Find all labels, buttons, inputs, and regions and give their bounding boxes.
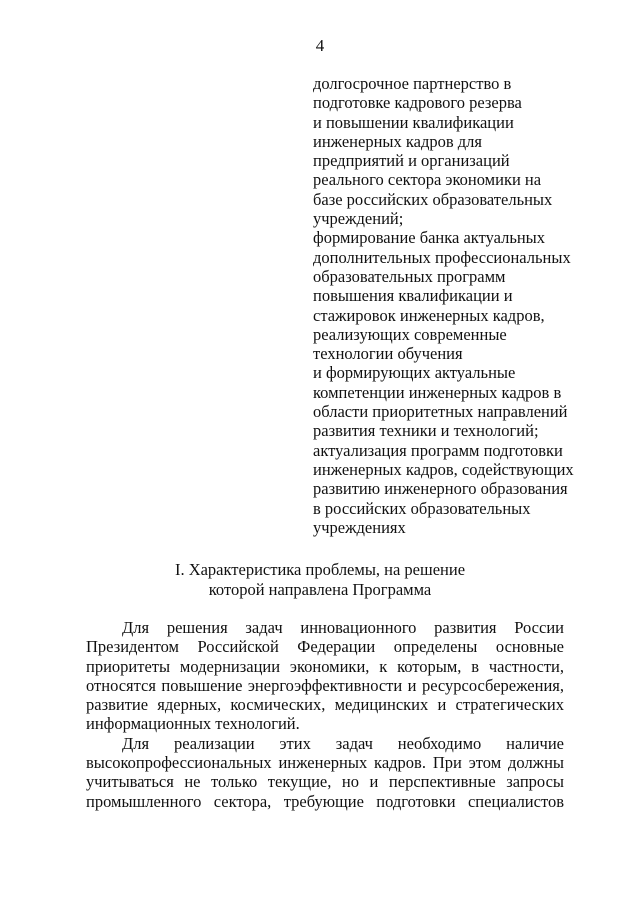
goals-line: актуализация программ подготовки: [313, 440, 563, 460]
goals-line: дополнительных профессиональных: [313, 247, 571, 267]
goals-line: развитию инженерного образования: [313, 479, 568, 499]
goals-line: долгосрочное партнерство в: [313, 74, 512, 93]
section-heading-line-1: I. Характеристика проблемы, на решение: [174, 560, 466, 579]
goals-line: реального сектора экономики на: [313, 170, 542, 190]
paragraph-2: [86, 734, 564, 811]
paragraph-line: Для решения задач инновационного развития России: [122, 618, 564, 637]
goals-line: предприятий и организаций: [313, 151, 510, 171]
goals-line: базе российских образовательных: [313, 189, 553, 209]
goals-line: учреждений;: [313, 209, 404, 229]
goals-line: инженерных кадров, содействующих: [313, 459, 574, 479]
paragraph-line: учитываться не только текущие, но и перспективные запросы: [86, 772, 564, 792]
goals-line: развития техники и технологий;: [313, 421, 539, 441]
goals-line: учреждениях: [313, 517, 406, 537]
goals-line: и формирующих актуальные: [313, 363, 516, 383]
page-number: 4: [315, 36, 325, 55]
paragraph-line: приоритеты модернизации экономики, к которым, в частности,: [86, 656, 564, 676]
goals-line: реализующих современные: [313, 324, 507, 344]
paragraph-line: Президентом Российской Федерации определены основные: [86, 637, 564, 657]
paragraph-1: [86, 618, 564, 734]
goals-line: компетенции инженерных кадров в: [313, 382, 562, 402]
goals-line: стажировок инженерных кадров,: [313, 305, 545, 325]
goals-line: области приоритетных направлений: [313, 402, 568, 422]
paragraph-line: высокопрофессиональных инженерных кадров. При этом должны: [86, 753, 564, 773]
goals-line: инженерных кадров для: [313, 131, 482, 151]
paragraph-line: Для реализации этих задач необходимо наличие: [122, 733, 564, 753]
section-heading: [0, 560, 640, 599]
goals-line: формирование банка актуальных: [313, 228, 546, 248]
section-heading-line-2: которой направлена Программа: [208, 579, 432, 599]
body-text: [86, 618, 564, 811]
goals-line: повышения квалификации и: [313, 286, 513, 306]
goals-line: в российских образовательных: [313, 498, 531, 518]
goals-line: и повышении квалификации: [313, 112, 514, 132]
goals-line: технологии обучения: [313, 344, 463, 364]
paragraph-line: развитие ядерных, космических, медицинских и стратегических: [86, 695, 564, 715]
paragraph-line: промышленного сектора, требующие подготовки специалистов: [86, 791, 564, 811]
goals-line: подготовке кадрового резерва: [313, 93, 522, 113]
paragraph-line: относятся повышение энергоэффективности и ресурсосбережения,: [86, 675, 564, 695]
goals-line: образовательных программ: [313, 266, 506, 286]
goals-list-block: [313, 74, 613, 537]
paragraph-line: информационных технологий.: [86, 714, 300, 734]
